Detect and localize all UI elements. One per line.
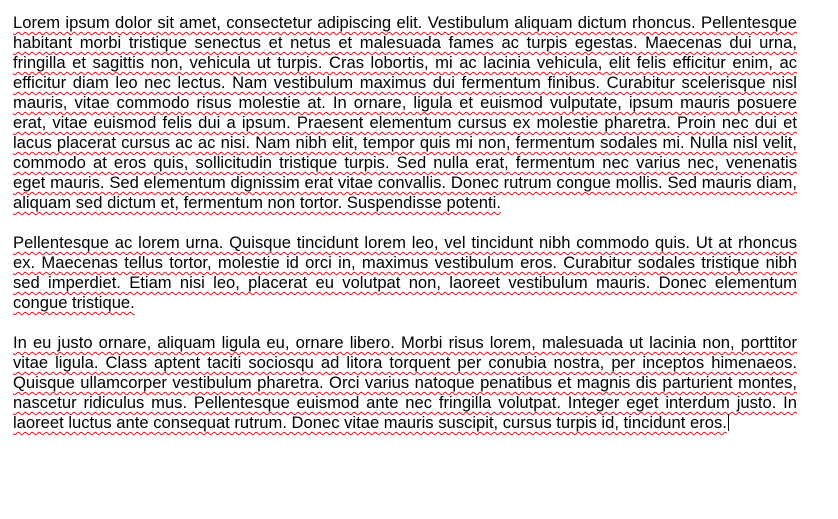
text-cursor: [728, 414, 729, 431]
document-body[interactable]: [13, 13, 797, 433]
paragraph-3-text[interactable]: In eu justo ornare, aliquam ligula eu, ornare libero. Morbi risus lorem, malesuada ut lacinia non, porttitor vitae ligula. Class aptent taciti sociosqu ad litora torquent per conubia nostra, per inceptos himenaeos. Quisque ullamcorper vestibulum pharetra. Orci varius natoque penatibus et magnis dis parturient montes, nascetur ridiculus mus. Pellentesque euismod ante nec fringilla volutpat. Integer eget interdum justo. In laoreet luctus ante consequat rutrum. Donec vitae mauris suscipit, cursus turpis id, tincidunt eros.: [13, 333, 797, 432]
paragraph-2[interactable]: Pellentesque ac lorem urna. Quisque tincidunt lorem leo, vel tincidunt nibh commodo quis. Ut at rhoncus ex. Maecenas tellus tortor, molestie id orci in, maximus vestibulum eros. Curabitur sodales tristique nibh sed imperdiet. Etiam nisi leo, placerat eu volutpat non, laoreet vestibulum mauris. Donec elementum congue tristique.: [13, 233, 797, 312]
paragraph-3[interactable]: [13, 333, 797, 433]
paragraph-1[interactable]: Lorem ipsum dolor sit amet, consectetur adipiscing elit. Vestibulum aliquam dictum rhoncus. Pellentesque habitant morbi tristique senectus et netus et malesuada fames ac turpis egestas. Maecenas dui urna, fringilla et sagittis non, vehicula ut turpis. Cras lobortis, mi ac lacinia vehicula, elit felis efficitur enim, ac efficitur diam leo nec lectus. Nam vestibulum maximus dui fermentum finibus. Curabitur scelerisque nisl mauris, vitae commodo risus molestie at. In ornare, ligula et euismod vulputate, ipsum mauris posuere erat, vitae euismod felis dui a ipsum. Praesent elementum cursus ex molestie pharetra. Proin nec dui et lacus placerat cursus ac ac nisi. Nam nibh elit, tempor quis mi non, fermentum sodales mi. Nulla nisl velit, commodo at eros quis, sollicitudin tristique turpis. Sed nulla erat, fermentum nec varius nec, venenatis eget mauris. Sed elementum dignissim erat vitae convallis. Donec rutrum congue mollis. Sed mauris diam, aliquam sed dictum et, fermentum non tortor. Suspendisse potenti.: [13, 13, 797, 212]
